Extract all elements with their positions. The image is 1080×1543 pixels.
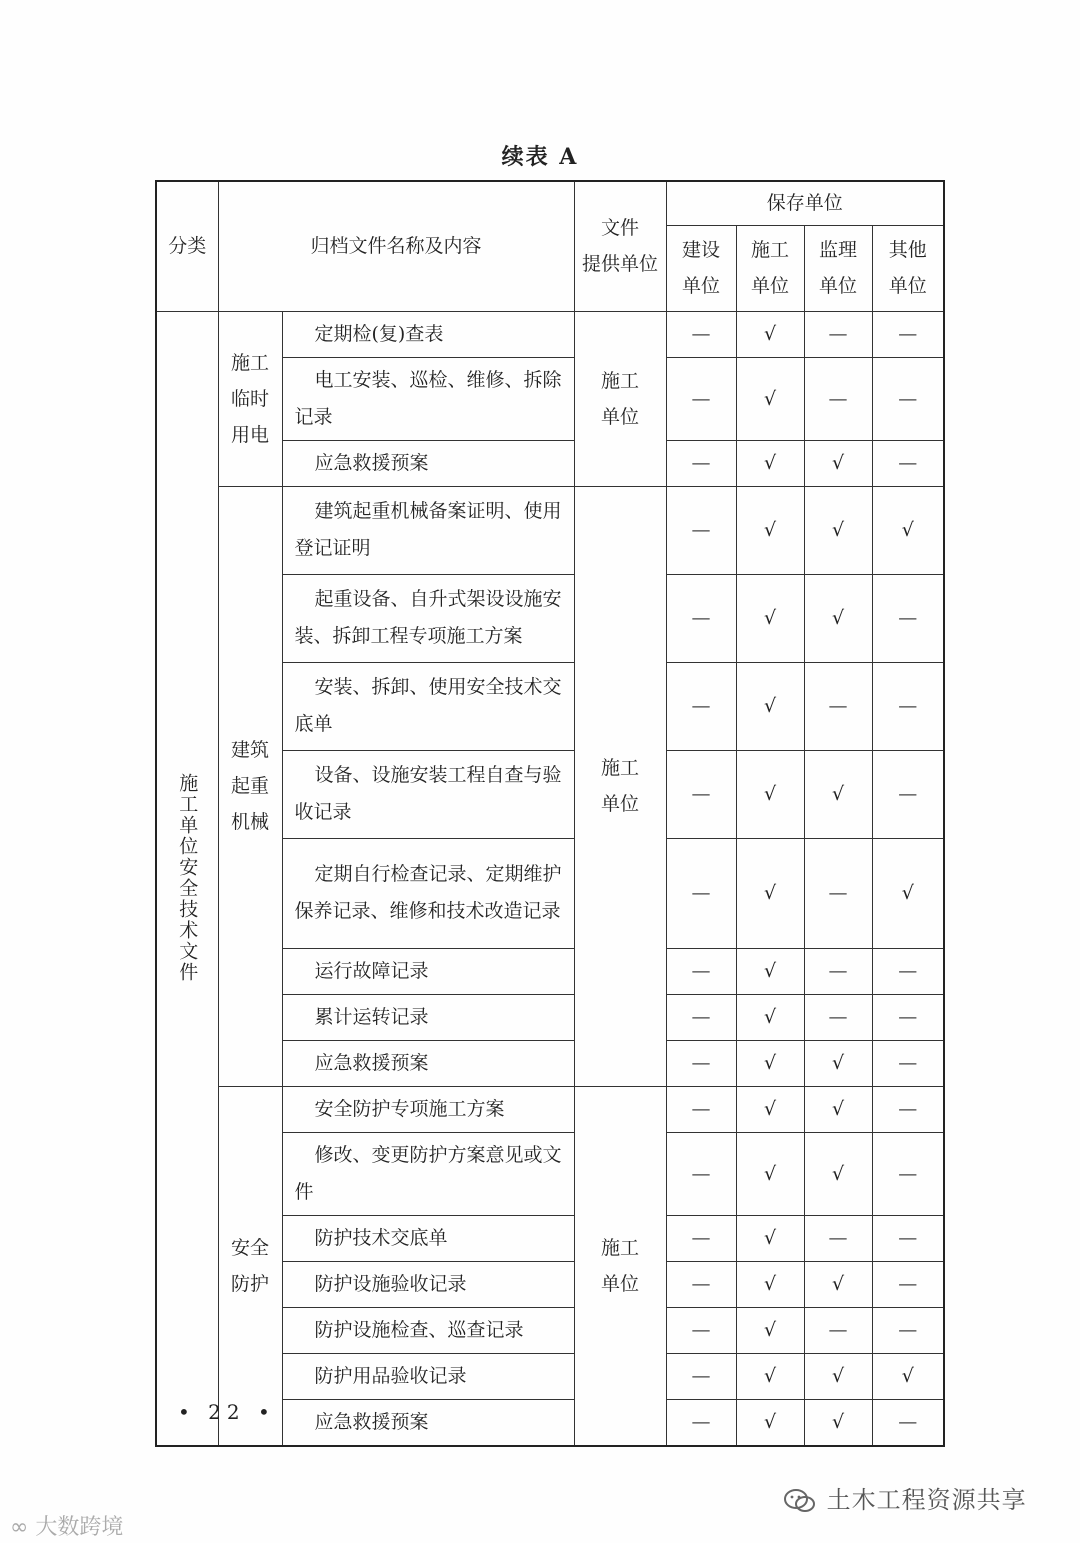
check-mark: √ [736, 1399, 804, 1446]
archive-table [155, 180, 945, 1447]
header-provider: 文件 提供单位 [574, 181, 666, 311]
dash-mark: — [872, 440, 944, 486]
row-text: 应急救援预案 [314, 1410, 429, 1433]
row-text: 起重设备、自升式架设设施安装、拆卸工程专项施工方案 [294, 588, 562, 647]
check-mark: √ [804, 1399, 872, 1446]
header-category: 分类 [156, 181, 218, 311]
watermark-left-text: 大数跨境 [35, 1515, 124, 1540]
row-content [282, 838, 574, 948]
dash-mark: — [804, 838, 872, 948]
dash-mark: — [804, 994, 872, 1040]
check-mark: √ [872, 838, 944, 948]
check-mark: √ [736, 357, 804, 440]
category-label: 施工单位安全技术文件 [176, 773, 199, 983]
row-content [282, 1399, 574, 1446]
table-row [156, 486, 944, 574]
row-content [282, 1353, 574, 1399]
watermark-left-logo-icon: ∞ [10, 1515, 29, 1540]
row-text: 设备、设施安装工程自查与验收记录 [294, 764, 562, 823]
dash-mark: — [804, 948, 872, 994]
row-text: 防护用品验收记录 [314, 1364, 467, 1387]
check-mark: √ [736, 948, 804, 994]
check-mark: √ [736, 311, 804, 357]
check-mark: √ [736, 994, 804, 1040]
check-mark: √ [804, 440, 872, 486]
row-text: 防护设施检查、巡查记录 [314, 1318, 524, 1341]
check-mark: √ [736, 1307, 804, 1353]
row-content [282, 357, 574, 440]
provider-cell: 施工 单位 [574, 1086, 666, 1446]
watermark-left [10, 1510, 123, 1541]
dash-mark: — [666, 1215, 736, 1261]
dash-mark: — [666, 440, 736, 486]
dash-mark: — [872, 574, 944, 662]
row-text: 应急救援预案 [314, 1051, 429, 1074]
row-content [282, 1132, 574, 1215]
header-unit: 建设 单位 [666, 225, 736, 311]
dash-mark: — [872, 1215, 944, 1261]
dash-mark: — [666, 1399, 736, 1446]
row-text: 安全防护专项施工方案 [314, 1097, 505, 1120]
dash-mark: — [804, 662, 872, 750]
check-mark: √ [736, 574, 804, 662]
watermark-right-text: 土木工程资源共享 [826, 1486, 1027, 1514]
row-text: 安装、拆卸、使用安全技术交底单 [294, 676, 562, 735]
check-mark: √ [736, 1086, 804, 1132]
check-mark: √ [736, 1215, 804, 1261]
row-text: 防护设施验收记录 [314, 1272, 467, 1295]
check-mark: √ [736, 440, 804, 486]
watermark-right [782, 1480, 1027, 1515]
header-unit: 施工 单位 [736, 225, 804, 311]
dash-mark: — [804, 1307, 872, 1353]
check-mark: √ [804, 486, 872, 574]
row-content [282, 994, 574, 1040]
dash-mark: — [872, 1399, 944, 1446]
dash-mark: — [872, 750, 944, 838]
row-content [282, 440, 574, 486]
dash-mark: — [666, 357, 736, 440]
dash-mark: — [872, 1307, 944, 1353]
row-text: 累计运转记录 [314, 1005, 429, 1028]
dash-mark: — [666, 750, 736, 838]
check-mark: √ [736, 662, 804, 750]
page-number: • 22 • [178, 1400, 276, 1424]
row-content [282, 311, 574, 357]
provider-cell: 施工 单位 [574, 311, 666, 486]
check-mark: √ [804, 1353, 872, 1399]
row-content [282, 1307, 574, 1353]
check-mark: √ [736, 486, 804, 574]
dash-mark: — [666, 311, 736, 357]
row-content [282, 662, 574, 750]
table-row [156, 1086, 944, 1132]
row-content [282, 1215, 574, 1261]
dash-mark: — [872, 994, 944, 1040]
dash-mark: — [666, 486, 736, 574]
group-name: 安全 防护 [218, 1086, 282, 1446]
check-mark: √ [872, 1353, 944, 1399]
dash-mark: — [666, 662, 736, 750]
dash-mark: — [666, 1132, 736, 1215]
dash-mark: — [872, 311, 944, 357]
row-content [282, 948, 574, 994]
dash-mark: — [872, 1261, 944, 1307]
dash-mark: — [666, 574, 736, 662]
category-cell [156, 311, 218, 1446]
row-text: 定期自行检查记录、定期维护保养记录、维修和技术改造记录 [294, 863, 562, 922]
group-name: 施工 临时 用电 [218, 311, 282, 486]
dash-mark: — [666, 1086, 736, 1132]
row-text: 定期检(复)查表 [314, 322, 444, 345]
row-content [282, 1086, 574, 1132]
wechat-icon [782, 1487, 818, 1515]
row-content [282, 1261, 574, 1307]
group-name: 建筑 起重 机械 [218, 486, 282, 1086]
row-text: 运行故障记录 [314, 959, 429, 982]
check-mark: √ [736, 1261, 804, 1307]
header-storage: 保存单位 [666, 181, 944, 225]
dash-mark: — [872, 357, 944, 440]
row-content [282, 486, 574, 574]
table-row [156, 311, 944, 357]
dash-mark: — [804, 311, 872, 357]
dash-mark: — [666, 1353, 736, 1399]
check-mark: √ [804, 1040, 872, 1086]
row-content [282, 574, 574, 662]
row-text: 建筑起重机械备案证明、使用登记证明 [294, 500, 562, 559]
check-mark: √ [804, 574, 872, 662]
check-mark: √ [804, 1132, 872, 1215]
dash-mark: — [666, 1261, 736, 1307]
dash-mark: — [804, 1215, 872, 1261]
check-mark: √ [872, 486, 944, 574]
check-mark: √ [804, 1086, 872, 1132]
row-text: 防护技术交底单 [314, 1226, 448, 1249]
dash-mark: — [872, 1086, 944, 1132]
row-content [282, 1040, 574, 1086]
dash-mark: — [872, 662, 944, 750]
header-unit: 监理 单位 [804, 225, 872, 311]
check-mark: √ [736, 750, 804, 838]
row-text: 电工安装、巡检、维修、拆除记录 [294, 368, 562, 428]
provider-cell: 施工 单位 [574, 486, 666, 1086]
dash-mark: — [666, 1040, 736, 1086]
dash-mark: — [872, 1132, 944, 1215]
row-text: 修改、变更防护方案意见或文件 [294, 1143, 562, 1203]
dash-mark: — [666, 838, 736, 948]
check-mark: √ [736, 1353, 804, 1399]
dash-mark: — [872, 948, 944, 994]
check-mark: √ [804, 750, 872, 838]
check-mark: √ [736, 1132, 804, 1215]
header-content: 归档文件名称及内容 [218, 181, 574, 311]
dash-mark: — [872, 1040, 944, 1086]
header-unit: 其他 单位 [872, 225, 944, 311]
dash-mark: — [666, 1307, 736, 1353]
row-content [282, 750, 574, 838]
table-title: 续表 A [501, 144, 579, 170]
dash-mark: — [666, 994, 736, 1040]
row-text: 应急救援预案 [314, 451, 429, 474]
check-mark: √ [736, 1040, 804, 1086]
check-mark: √ [804, 1261, 872, 1307]
dash-mark: — [666, 948, 736, 994]
dash-mark: — [804, 357, 872, 440]
check-mark: √ [736, 838, 804, 948]
